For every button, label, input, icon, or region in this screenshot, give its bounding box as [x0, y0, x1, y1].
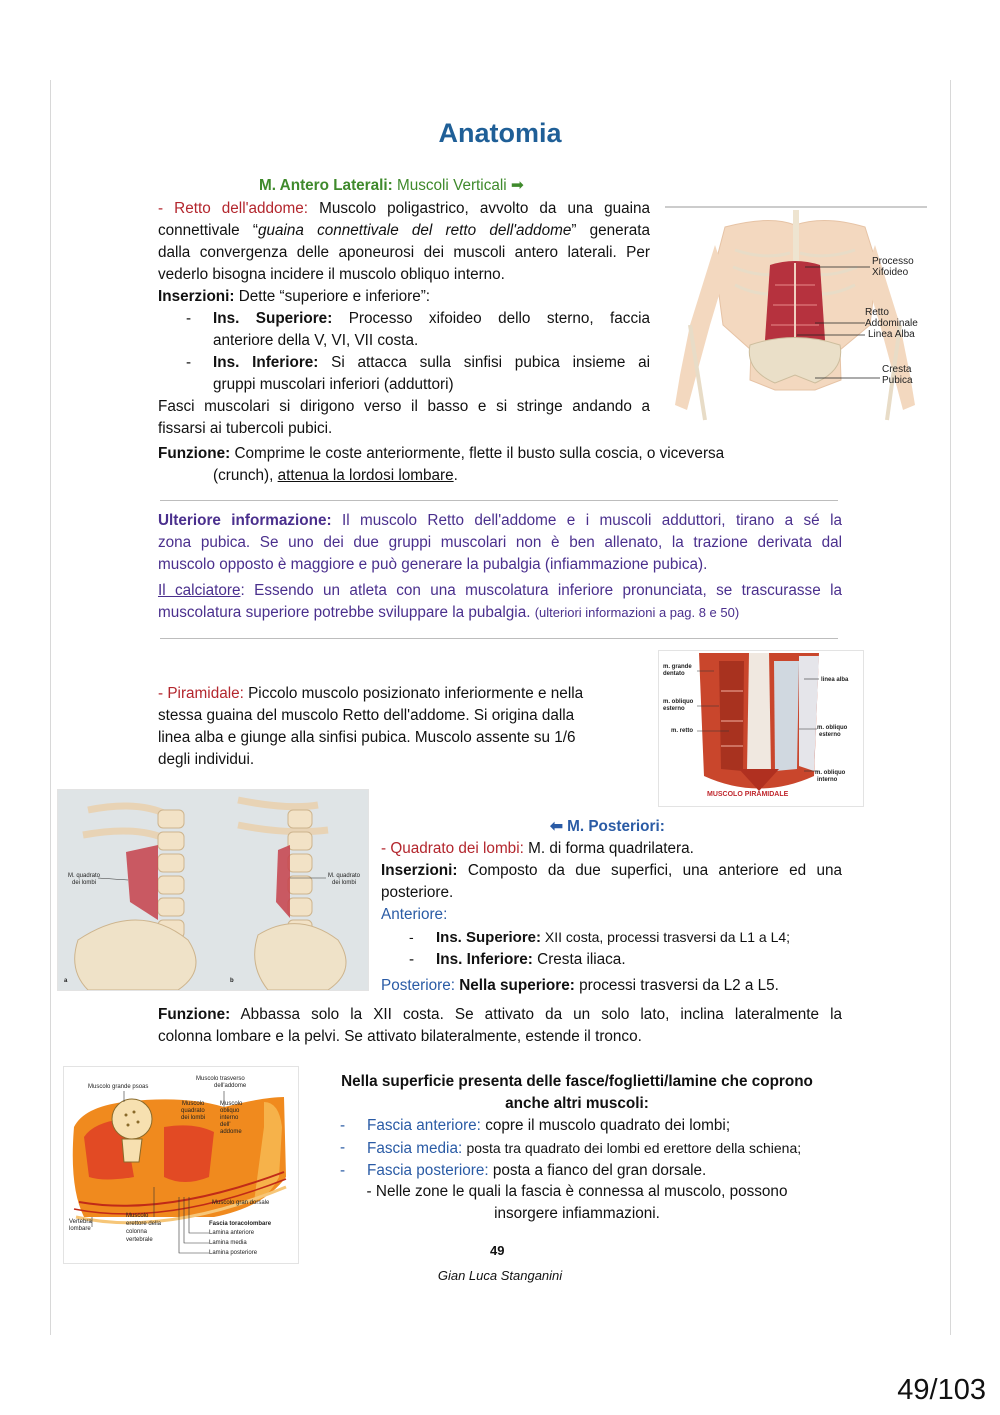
cross-section-illustration — [64, 1067, 298, 1263]
label-erettore-2: erettore della — [126, 1221, 162, 1227]
label-gran-dorsale: Muscolo gran dorsale — [212, 1200, 270, 1206]
label-obliquo-3: interno — [220, 1115, 239, 1121]
label-cresta: Cresta — [882, 364, 912, 375]
label-obliquo-interno: m. obliquo — [815, 770, 846, 776]
label-lamina-media: Lamina media — [209, 1240, 247, 1246]
arrow-left-icon: ⬅ — [550, 818, 563, 835]
caption-muscolo-piramidale: MUSCOLO PIRAMIDALE — [707, 791, 789, 798]
label-fascia-toracolombare: Fascia toracolombare — [209, 1221, 272, 1227]
page-title: Anatomia — [438, 118, 562, 148]
label-obliquo-esterno-right: m. obliquo — [817, 725, 848, 731]
retto-funzione: Funzione: Comprime le coste anteriormente, flette il busto sulla coscia, o viceversa (crunch), attenua la lordosi lombare. — [158, 445, 725, 484]
section-heading-posteriori: ⬅ M. Posteriori: — [550, 818, 665, 835]
retto-block: - Retto dell'addome: Muscolo poligastrico, avvolto da una guaina connettivale “guaina connettivale del retto dell'addome” generata dalla convergenza delle aponeurosi dei muscoli antero laterali. Per vederlo bisogna incidere il muscolo obliquo interno. Inserzioni: Dette “superiore e inferiore”: - Ins. Superiore: Processo xifoideo dello sterno, faccia anteriore della V, VI, VII costa. - Ins. Inferiore: Si attacca sulla sinfisi pubica insieme ai gruppi muscolari inferiori (adduttori) Fasci muscolari si dirigono verso il basso e si stringe andando a fissarsi ai tubercoli pubici. — [158, 200, 651, 437]
section-heading-antero: M. Antero Laterali: Muscoli Verticali ➡ — [259, 177, 524, 194]
label-quadrato-3: dei lombi — [181, 1115, 206, 1121]
ulteriore-informazione: Ulteriore informazione: Il muscolo Retto dell'addome e i muscoli adduttori, tirano a sé la zona pubica. Se uno dei due gruppi muscolari non è ben allenato, la trazione derivata dal muscolo opposto è maggiore e può generare la pubalgia (infiammazione pubica). Il calciatore: Essendo un atleta con una muscolatura inferiore pronunciata, se trascurasse la muscolatura superiore potrebbe sviluppare la pubalgia. (ulteriori informazioni a pag. 8 e 50) — [158, 512, 842, 621]
label-processo: Processo — [872, 256, 914, 267]
label-lamina-anteriore: Lamina anteriore — [209, 1230, 255, 1236]
label-esterno-right: esterno — [819, 732, 841, 738]
page-border-right — [950, 80, 951, 1335]
label-lombi-left: dei lombi — [72, 880, 97, 886]
figure-muscolo-piramidale — [658, 650, 864, 807]
lumbar-spine-illustration — [58, 790, 368, 990]
label-linea-alba: linea alba — [821, 677, 849, 683]
label-quadrato-left: M. quadrato — [68, 873, 101, 879]
label-retto: Retto — [865, 307, 889, 318]
label-xifoideo: Xifoideo — [872, 267, 909, 278]
figure-fascia-toracolombare — [63, 1066, 299, 1264]
label-quadrato-right: M. quadrato — [328, 873, 361, 879]
label-addominale: Addominale — [865, 318, 918, 329]
divider-bottom — [160, 638, 838, 639]
label-obliquo-1: Muscolo — [220, 1101, 243, 1107]
divider-top — [160, 500, 838, 501]
label-grande-dentato: m. grande — [663, 664, 692, 670]
label-vertebra: Vertebra — [69, 1219, 92, 1225]
label-erettore-3: colonna — [126, 1229, 148, 1235]
fasce-note: - Nelle zone le quali la fascia è connessa al muscolo, possono insorgere infiammazioni. — [366, 1183, 788, 1222]
label-dentato: dentato — [663, 671, 685, 677]
label-lamina-posteriore: Lamina posteriore — [209, 1250, 258, 1256]
author: Gian Luca Stanganini — [437, 1268, 563, 1283]
label-esterno: esterno — [663, 706, 685, 712]
piramidale-block: - Piramidale: Piccolo muscolo posizionato inferiormente e nella stessa guaina del muscolo Retto dell'addome. Si origina dalla linea alba e giunge alla sinfisi pubica. Muscolo assente su 1/6 degli individui. — [158, 685, 584, 768]
label-interno: interno — [817, 777, 838, 783]
label-lombare: lombare — [69, 1226, 91, 1232]
fasce-heading: Nella superficie presenta delle fasce/foglietti/lamine che coprono anche altri muscoli: — [341, 1073, 813, 1112]
label-grande-psoas: Muscolo grande psoas — [88, 1084, 149, 1090]
label-lombi-right: dei lombi — [332, 880, 357, 886]
posteriori-block: - Quadrato dei lombi: M. di forma quadrilatera. Inserzioni: Composto da due superfici, una anteriore ed una posteriore. Anteriore: - Ins. Superiore: XII costa, processi trasversi da L1 a L4; - Ins. Inferiore: Cresta iliaca. Posteriore: Nella superiore: processi trasversi da L2 a L5. — [381, 840, 842, 994]
fasce-list: - Fascia anteriore: copre il muscolo quadrato dei lombi; - Fascia media: posta tra quadrato dei lombi ed erettore della schiena; - Fascia posteriore: posta a fianco del gran dorsale. — [340, 1117, 802, 1179]
label-a: a — [64, 978, 68, 984]
label-linea-alba: Linea Alba — [868, 329, 915, 340]
arrow-right-icon: ➡ — [510, 177, 524, 194]
label-trasverso: Muscolo trasverso — [196, 1076, 245, 1082]
label-b: b — [230, 978, 234, 984]
page-number: 49 — [490, 1243, 505, 1258]
label-retto: m. retto — [671, 728, 694, 734]
label-obliquo-2: obliquo — [220, 1108, 240, 1114]
posteriori-funzione: Funzione: Abbassa solo la XII costa. Se attivato da un solo lato, inclina lateralmente la colonna lombare e la pelvi. Se attivato bilateralmente, estende il tronco. — [158, 1006, 843, 1045]
label-addome: dell'addome — [214, 1083, 247, 1089]
label-quadrato-2: quadrato — [181, 1108, 205, 1114]
label-obliquo-5: addome — [220, 1129, 242, 1135]
label-erettore-4: vertebrale — [126, 1237, 153, 1243]
page-counter: 49/103 — [897, 1374, 986, 1406]
label-quadrato-1: Muscolo — [182, 1101, 205, 1107]
figure-quadrato-lombi — [57, 789, 369, 991]
page-border-left — [50, 80, 51, 1335]
label-erettore-1: Muscolo — [126, 1213, 149, 1219]
figure-retto-addominale — [665, 205, 927, 429]
label-obliquo-4: dell' — [220, 1122, 231, 1128]
label-pubica: Pubica — [882, 375, 913, 386]
label-obliquo-esterno: m. obliquo — [663, 699, 694, 705]
